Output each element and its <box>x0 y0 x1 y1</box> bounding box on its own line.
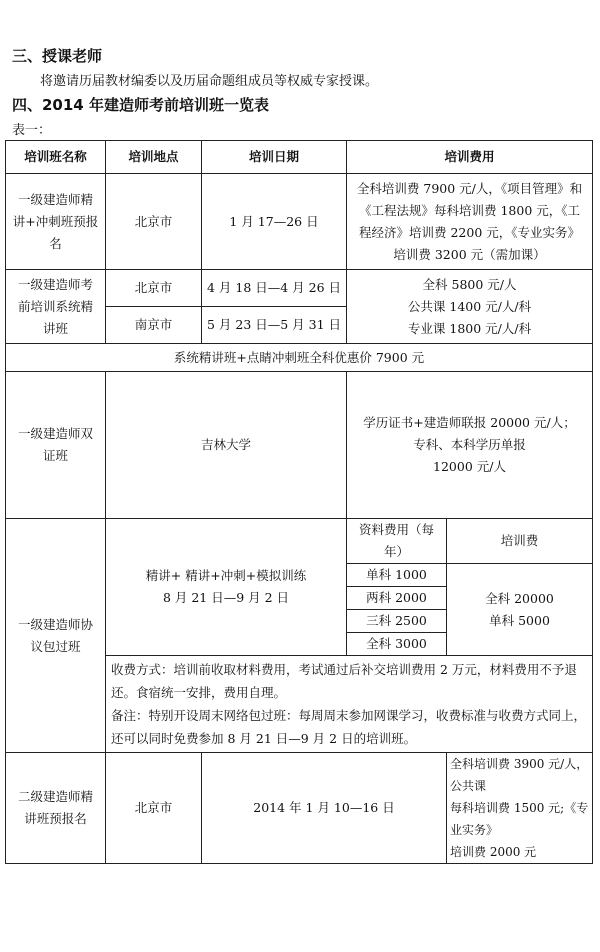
table-caption: 表一： <box>12 123 52 138</box>
row1-location: 北京市 <box>106 174 202 270</box>
row4-content-line: 8 月 21 日—9 月 2 日 <box>162 590 290 605</box>
material-item: 三科 2500 <box>347 610 447 633</box>
material-item: 两科 2000 <box>347 587 447 610</box>
row1-fee-line: 程经济》培训费 2200 元，《专业实务》 <box>359 224 581 240</box>
row2-name-line: 前培训系统精 <box>17 298 93 314</box>
row4-content-line: 精讲+ 精讲+冲刺+模拟训练 <box>145 568 307 583</box>
row4-name-line: 议包过班 <box>30 638 81 654</box>
row4-name-line: 一级建造师协 <box>17 616 93 632</box>
row4-notes <box>106 656 593 753</box>
material-header: 资料费用（每年） <box>347 519 447 564</box>
row2-name-line: 一级建造师考 <box>17 276 93 292</box>
table-row <box>6 344 593 372</box>
row1-name-line: 一级建造师精 <box>17 191 93 207</box>
section4-heading: 四、2014 年建造师考前培训班一览表 <box>12 96 269 114</box>
row2-dates-a: 4 月 18 日—4 月 26 日 <box>202 270 347 307</box>
row3-location: 吉林大学 <box>106 372 347 519</box>
row5-fee-line: 全科培训费 3900 元/人，公共课 <box>450 757 589 793</box>
row4-training-line: 全科 20000 <box>485 590 554 606</box>
row3-fee-line: 专科、本科学历单报 <box>413 437 526 452</box>
row2-fees <box>347 270 593 344</box>
table-row <box>6 519 593 564</box>
row2-location-a: 北京市 <box>106 270 202 307</box>
table-row <box>6 753 593 864</box>
row5-fee-line: 培训费 2000 元 <box>450 845 537 859</box>
row1-fee-line: 培训费 3200 元（需加课） <box>393 246 546 262</box>
header-location: 培训地点 <box>106 141 202 174</box>
material-item: 全科 3000 <box>347 633 447 656</box>
row2-dates-b: 5 月 23 日—5 月 31 日 <box>202 307 347 344</box>
row3-name-line: 一级建造师双 <box>17 426 93 441</box>
material-item: 单科 1000 <box>347 564 447 587</box>
row2-name-line: 讲班 <box>42 320 68 336</box>
row4-training-line: 单科 5000 <box>489 612 550 628</box>
row5-name-line: 讲班预报名 <box>24 811 87 826</box>
row1-name-line: 名 <box>49 235 62 251</box>
table-row <box>6 270 593 307</box>
row2-location-b: 南京市 <box>106 307 202 344</box>
section3-text: 将邀请历届教材编委以及历届命题组成员等权威专家授课。 <box>40 74 379 89</box>
row1-fee-line: 《工程法规》每科培训费 1800 元，《工 <box>359 202 581 218</box>
header-fees: 培训费用 <box>347 141 593 174</box>
row5-location: 北京市 <box>106 753 202 864</box>
row2-fee-line: 全科 5800 元/人 <box>422 276 517 292</box>
promo-text: 系统精讲班+点睛冲刺班全科优惠价 7900 元 <box>6 344 593 372</box>
row3-fee-line: 12000 元/人 <box>433 459 506 474</box>
table-row <box>6 174 593 270</box>
header-dates: 培训日期 <box>202 141 347 174</box>
training-table <box>5 140 593 864</box>
row2-fee-line: 专业课 1800 元/人/科 <box>407 320 532 336</box>
row5-name <box>6 753 106 864</box>
table-header-row <box>6 141 593 174</box>
row5-fees <box>447 753 593 864</box>
row2-name <box>6 270 106 344</box>
row4-note: 收费方式：培训前收取材料费用，考试通过后补交培训费用 2 万元，材料费用不予退还。食宿统一安排，费用自理。 <box>111 662 577 700</box>
row5-dates: 2014 年 1 月 10—16 日 <box>202 753 447 864</box>
row1-name <box>6 174 106 270</box>
header-name: 培训班名称 <box>6 141 106 174</box>
row1-fee-line: 全科培训费 7900 元/人，《项目管理》和 <box>356 180 583 196</box>
row4-training-fees <box>447 564 593 656</box>
row5-fee-line: 每科培训费 1500 元;《专业实务》 <box>450 801 589 837</box>
row4-note: 备注：特别开设周末网络包过班：每周周末参加网课学习，收费标准与收费方式同上，还可以同时免费参加 8 月 21 日—9 月 2 日的培训班。 <box>111 708 587 746</box>
row4-content <box>106 519 347 656</box>
row3-name <box>6 372 106 519</box>
table-row <box>6 372 593 519</box>
row2-fee-line: 公共课 1400 元/人/科 <box>407 298 532 314</box>
row1-name-line: 讲+冲刺班预报 <box>12 213 99 229</box>
section3-heading: 三、授课老师 <box>12 47 103 65</box>
row3-fees <box>347 372 593 519</box>
row1-dates: 1 月 17—26 日 <box>202 174 347 270</box>
row4-name <box>6 519 106 753</box>
row3-name-line: 证班 <box>42 448 68 463</box>
row3-fee-line: 学历证书+建造师联报 20000 元/人； <box>363 415 576 430</box>
training-header: 培训费 <box>447 519 593 564</box>
row5-name-line: 二级建造师精 <box>17 789 93 804</box>
row1-fees <box>347 174 593 270</box>
